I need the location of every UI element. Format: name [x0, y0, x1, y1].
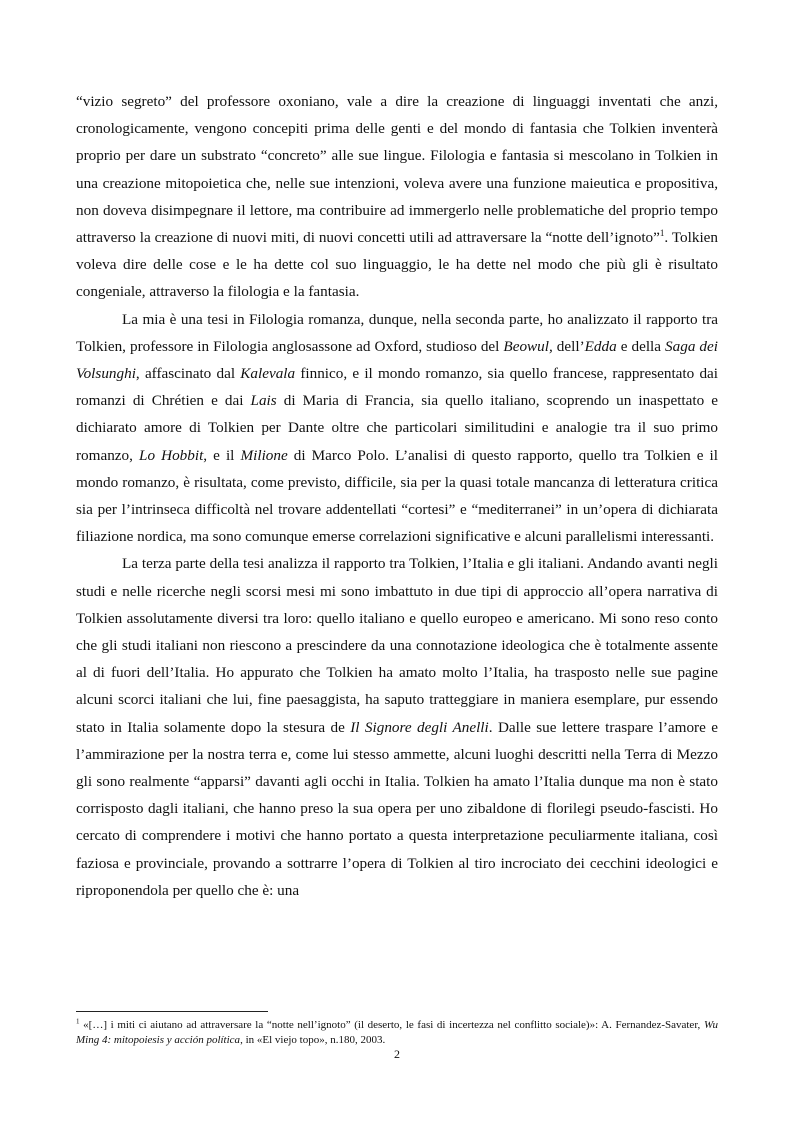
text-run: di Marco Polo. L’analisi di questo rapporto, quello tra Tolkien e il mondo romanzo, è risultata, come previsto, difficile, sia per la quasi totale mancanza di letteratura critica sia per l’intrinseca difficoltà nel trovare addentellati “cortesi” e “mediterranei” in un’opera di dichiarata filiazione nordica, ma sono comunque emerse correlazioni significative e alcuni parallelismi interessanti.: [76, 446, 718, 546]
text-run: La terza parte della tesi analizza il rapporto tra Tolkien, l’Italia e gli italiani. Andando avanti negli studi e nelle ricerche negli scorsi mesi mi sono imbattuto in due tipi di approccio all’opera narrativa di Tolkien assolutamente diversi tra loro: quello italiano e quello europeo e americano. Mi sono reso conto che gli studi italiani non riescono a prescindere da una connotazione ideologica che è totalmente assente al di fuori dell’Italia. Ho appurato che Tolkien ha amato molto l’Italia, ha trasposto nelle sue pagine alcuni scorci italiani che lui, fine paesaggista, ha saputo tratteggiare in maniera esemplare, pur essendo stato in Italia solamente dopo la stesura de: [76, 555, 718, 736]
text-run: dell’: [552, 337, 585, 355]
body-text: [76, 88, 718, 904]
italic-title: Lo Hobbit: [139, 446, 204, 464]
paragraph: [76, 306, 718, 551]
italic-title: Wu Ming 4: mitopoiesis y acción política: [76, 1019, 718, 1046]
text-run: finnico, e il mondo romanzo, sia quello francese, rappresentato dai romanzi di Chrétien e dai: [76, 365, 718, 410]
footnote: [76, 1018, 718, 1047]
page-number: 2: [394, 1047, 400, 1061]
text-run: , in «El viejo topo», n.180, 2003.: [240, 1033, 386, 1046]
text-run: . Tolkien voleva dire delle cose e le ha dette col suo linguaggio, le ha dette nel modo che più gli è risultato congeniale, attraverso la filologia e la fantasia.: [76, 229, 718, 301]
footnote-reference: 1: [659, 227, 665, 238]
italic-title: Lais: [250, 392, 277, 410]
text-run: e della: [616, 337, 666, 355]
italic-title: Saga dei Volsunghi: [76, 337, 718, 383]
text-run: , e il: [203, 446, 241, 464]
text-run: “vizio segreto” del professore oxoniano, vale a dire la creazione di linguaggi inventati che anzi, cronologicamente, vengono concepiti prima delle genti e del mondo di fantasia che Tolkien inventerà proprio per dare un substrato “concreto” alle sue lingue. Filologia e fantasia si mescolano in Tolkien in una creazione mitopoietica che, nelle sue intenzioni, voleva avere una funzione maieutica e propositiva, non doveva disimpegnare il lettore, ma contribuire ad immergerlo nelle problematiche del proprio tempo attraverso la creazione di nuovi miti, di nuovi concetti utili ad attraversare la “notte dell’ignoto”: [76, 93, 718, 247]
footnote-separator: [76, 1011, 268, 1012]
italic-title: Edda: [584, 337, 617, 355]
text-run: . Dalle sue lettere traspare l’amore e l’ammirazione per la nostra terra e, come lui stesso ammette, alcuni luoghi descritti nella Terra di Mezzo gli sono realmente “apparsi” davanti agli occhi in Italia. Tolkien ha amato l’Italia dunque ma non è stato corrisposto dagli italiani, che hanno preso la sua opera per uno zibaldone di florilegi pseudo-fascisti. Ho cercato di comprendere i motivi che hanno portato a questa interpretazione peculiarmente italiana, così faziosa e provinciale, provando a sottrarre l’opera di Tolkien al tiro incrociato dei cecchini ideologici e riproponendola per quello che è: una: [76, 718, 718, 899]
paragraph: [76, 550, 718, 904]
text-run: «[…] i miti ci aiutano ad attraversare la “notte nell’ignoto” (il deserto, le fasi di incertezza nel conflitto sociale)»: A. Fernandez-Savater,: [79, 1019, 704, 1031]
italic-title: Beowul,: [503, 337, 553, 355]
italic-title: Il Signore degli Anelli: [350, 718, 489, 736]
paragraph: [76, 88, 718, 306]
text-run: , affascinato dal: [135, 365, 241, 383]
footnote-reference: 1: [76, 1017, 80, 1026]
text-run: di Maria di Francia, sia quello italiano, scoprendo un inaspettato e dichiarato amore di Tolkien per Dante oltre che particolari similitudini e analogie tra il suo primo romanzo,: [76, 392, 718, 464]
italic-title: Milione: [240, 446, 288, 464]
italic-title: Kalevala: [240, 365, 296, 383]
text-run: La mia è una tesi in Filologia romanza, dunque, nella seconda parte, ho analizzato il rapporto tra Tolkien, professore in Filologia anglosassone ad Oxford, studioso del: [76, 310, 718, 355]
